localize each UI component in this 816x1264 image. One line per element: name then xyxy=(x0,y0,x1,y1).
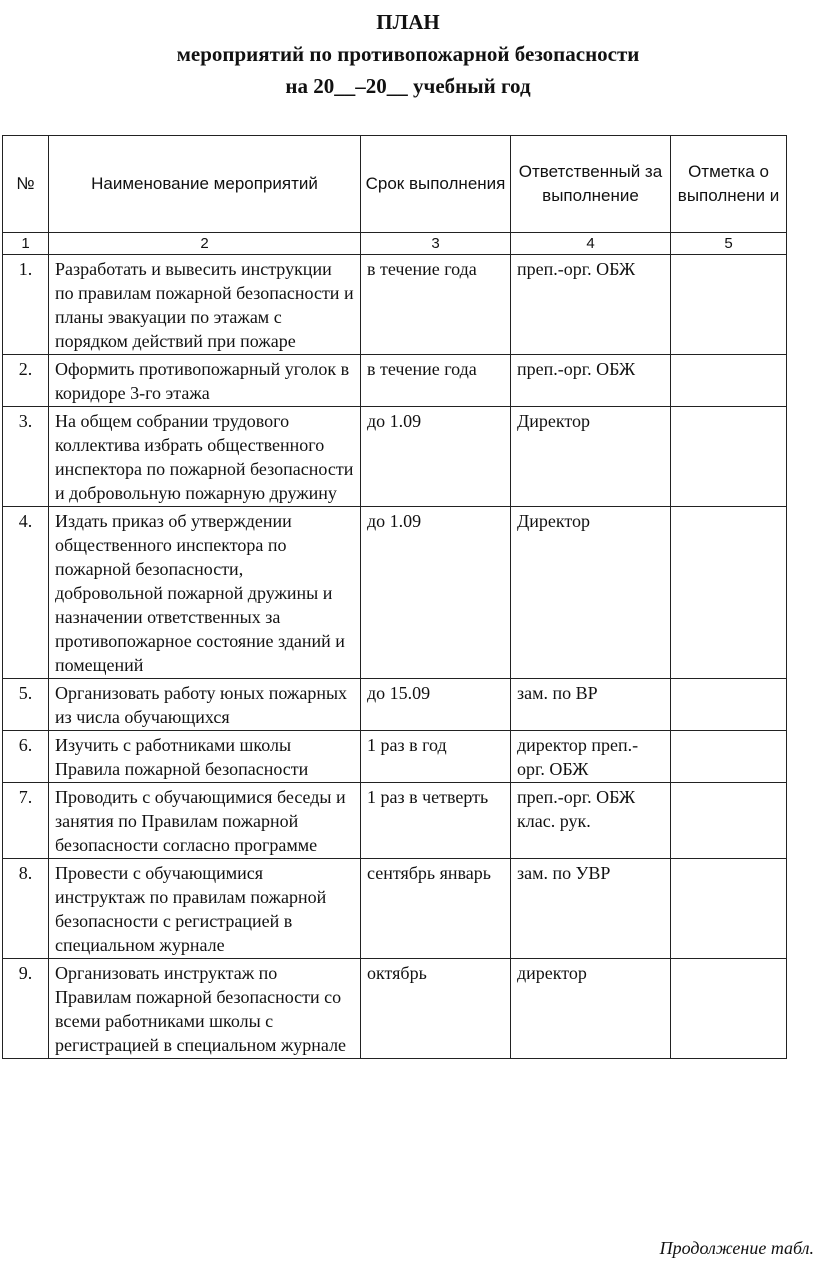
column-number: 3 xyxy=(361,233,511,255)
header-responsible: Ответственный за выполнение xyxy=(511,136,671,233)
column-number: 4 xyxy=(511,233,671,255)
header-num: № xyxy=(3,136,49,233)
row-responsible: директор xyxy=(511,959,671,1059)
row-deadline: 1 раз в четверть xyxy=(361,783,511,859)
table-row xyxy=(3,859,787,959)
table-header-row xyxy=(3,136,787,233)
row-deadline: сентябрь январь xyxy=(361,859,511,959)
row-num: 4. xyxy=(3,507,49,679)
row-responsible: преп.-орг. ОБЖ клас. рук. xyxy=(511,783,671,859)
row-deadline: 1 раз в год xyxy=(361,731,511,783)
table-row xyxy=(3,959,787,1059)
row-num: 8. xyxy=(3,859,49,959)
row-responsible: Директор xyxy=(511,507,671,679)
row-deadline: до 1.09 xyxy=(361,407,511,507)
column-number: 5 xyxy=(671,233,787,255)
table-row xyxy=(3,679,787,731)
row-name: Изучить с работниками школы Правила пожарной безопасности xyxy=(49,731,361,783)
row-num: 1. xyxy=(3,255,49,355)
title-line-1: ПЛАН xyxy=(376,10,440,34)
row-responsible: Директор xyxy=(511,407,671,507)
row-deadline: в течение года xyxy=(361,355,511,407)
row-name: Организовать работу юных пожарных из числа обучающихся xyxy=(49,679,361,731)
title-line-3: на 20__–20__ учебный год xyxy=(285,74,531,98)
row-mark xyxy=(671,859,787,959)
row-responsible: зам. по УВР xyxy=(511,859,671,959)
row-num: 6. xyxy=(3,731,49,783)
plan-table xyxy=(2,135,787,1059)
row-name: Организовать инструктаж по Правилам пожарной безопасности со всеми работниками школы с регистрацией в специальном журнале xyxy=(49,959,361,1059)
row-deadline: октябрь xyxy=(361,959,511,1059)
header-mark: Отметка о выполнени и xyxy=(671,136,787,233)
table-row xyxy=(3,355,787,407)
row-mark xyxy=(671,507,787,679)
row-responsible: директор преп.-орг. ОБЖ xyxy=(511,731,671,783)
row-name: Оформить противопожарный уголок в коридоре 3-го этажа xyxy=(49,355,361,407)
row-name: Провести с обучающимися инструктаж по правилам пожарной безопасности с регистрацией в специальном журнале xyxy=(49,859,361,959)
row-responsible: зам. по ВР xyxy=(511,679,671,731)
table-row xyxy=(3,255,787,355)
row-mark xyxy=(671,255,787,355)
row-num: 2. xyxy=(3,355,49,407)
table-row xyxy=(3,407,787,507)
table-row xyxy=(3,507,787,679)
continuation-note: Продолжение табл. xyxy=(659,1238,814,1258)
document-title xyxy=(0,6,816,102)
row-num: 7. xyxy=(3,783,49,859)
row-name: Издать приказ об утверждении общественного инспектора по пожарной безопасности, добровольной пожарной дружины и назначении ответственных за противопожарное состояние зданий и помещений xyxy=(49,507,361,679)
row-responsible: преп.-орг. ОБЖ xyxy=(511,255,671,355)
title-line-2: мероприятий по противопожарной безопасности xyxy=(176,42,640,66)
row-deadline: до 15.09 xyxy=(361,679,511,731)
column-number-row xyxy=(3,233,787,255)
row-mark xyxy=(671,731,787,783)
row-name: Проводить с обучающимися беседы и занятия по Правилам пожарной безопасности согласно программе xyxy=(49,783,361,859)
row-mark xyxy=(671,355,787,407)
row-name: Разработать и вывесить инструкции по правилам пожарной безопасности и планы эвакуации по этажам с порядком действий при пожаре xyxy=(49,255,361,355)
row-num: 5. xyxy=(3,679,49,731)
row-mark xyxy=(671,407,787,507)
row-mark xyxy=(671,959,787,1059)
row-mark xyxy=(671,679,787,731)
row-name: На общем собрании трудового коллектива избрать общественного инспектора по пожарной безопасности и добровольную пожарную дружину xyxy=(49,407,361,507)
header-deadline: Срок выполнения xyxy=(361,136,511,233)
row-num: 9. xyxy=(3,959,49,1059)
column-number: 1 xyxy=(3,233,49,255)
row-deadline: до 1.09 xyxy=(361,507,511,679)
table-row xyxy=(3,783,787,859)
row-deadline: в течение года xyxy=(361,255,511,355)
header-name: Наименование мероприятий xyxy=(49,136,361,233)
row-num: 3. xyxy=(3,407,49,507)
column-number: 2 xyxy=(49,233,361,255)
table-row xyxy=(3,731,787,783)
row-responsible: преп.-орг. ОБЖ xyxy=(511,355,671,407)
row-mark xyxy=(671,783,787,859)
